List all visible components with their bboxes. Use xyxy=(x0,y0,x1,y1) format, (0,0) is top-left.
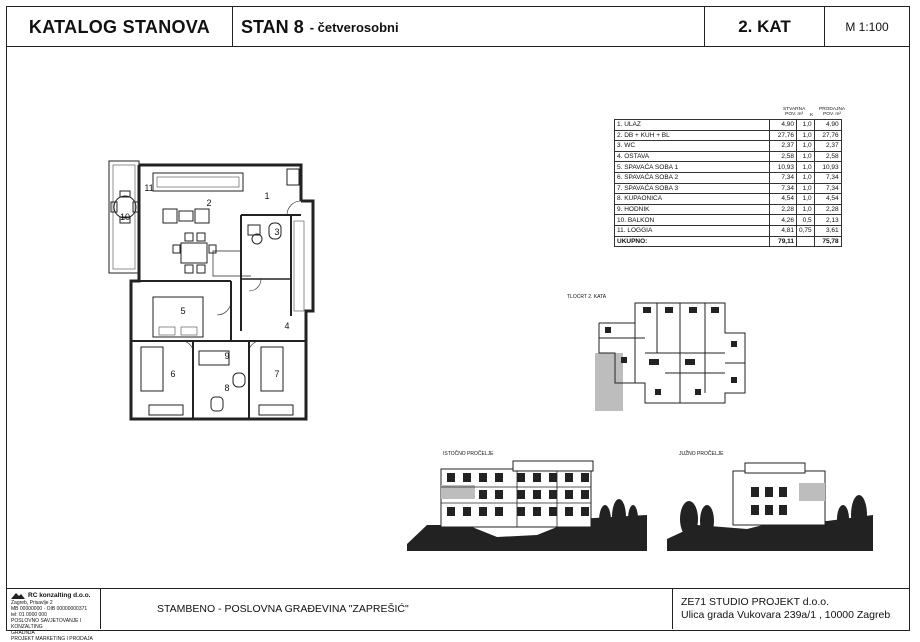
area-total-row xyxy=(615,236,842,247)
coefficient: 0,75 xyxy=(797,225,815,236)
actual-area: 79,11 xyxy=(770,236,797,247)
area-row xyxy=(615,194,842,205)
elevation-window xyxy=(581,507,589,516)
actual-area: 2,37 xyxy=(770,141,797,152)
elevation-window xyxy=(581,473,589,482)
apartment-type: - četverosobni xyxy=(309,19,399,35)
catalog-sheet xyxy=(6,6,910,642)
firm-name: ZE71 STUDIO PROJEKT d.o.o. xyxy=(681,596,830,608)
area-row xyxy=(615,204,842,215)
col-sale-header xyxy=(819,107,845,117)
room-name: 8. KUPAONICA xyxy=(615,194,770,205)
south-elevation-drawing xyxy=(667,459,873,551)
actual-area: 27,76 xyxy=(770,130,797,141)
firm-block xyxy=(673,589,909,629)
sale-area: 27,76 xyxy=(814,130,841,141)
coefficient: 1,0 xyxy=(797,204,815,215)
logo-line: tel: 01 0000 000 xyxy=(11,612,47,618)
south-elevation-label: JUŽNO PROČELJE xyxy=(679,451,724,457)
elevation-window xyxy=(447,473,455,482)
room-number-1: 1 xyxy=(264,191,270,201)
area-row xyxy=(615,225,842,236)
elevation-window xyxy=(495,473,503,482)
room-name: 5. SPAVAĆA SOBA 1 xyxy=(615,162,770,173)
project-name: STAMBENO - POSLOVNA GRAĐEVINA "ZAPREŠIĆ" xyxy=(101,589,673,629)
coefficient: 1,0 xyxy=(797,120,815,131)
actual-area: 2,58 xyxy=(770,151,797,162)
logo-line: MB 00000000 · OIB 00000000371 xyxy=(11,606,88,612)
apartment-title xyxy=(233,7,705,47)
area-row xyxy=(615,130,842,141)
room-number-10: 10 xyxy=(119,212,131,222)
actual-area: 4,54 xyxy=(770,194,797,205)
title-block-header xyxy=(7,7,909,47)
room-name: 1. ULAZ xyxy=(615,120,770,131)
floor-label: 2. KAT xyxy=(705,7,825,47)
actual-area: 4,26 xyxy=(770,215,797,226)
area-table xyxy=(614,119,842,247)
sale-area: 7,34 xyxy=(814,172,841,183)
col-actual-header xyxy=(783,107,805,117)
room-name: 9. HODNIK xyxy=(615,204,770,215)
elevation-window xyxy=(479,490,487,499)
elevation-window xyxy=(495,490,503,499)
sale-area: 2,37 xyxy=(814,141,841,152)
sale-area: 3,61 xyxy=(814,225,841,236)
sale-area: 2,13 xyxy=(814,215,841,226)
area-row xyxy=(615,120,842,131)
elevation-window xyxy=(533,507,541,516)
room-number-3: 3 xyxy=(274,227,280,237)
col-coef-header: K xyxy=(810,113,814,118)
firm-address: Ulica grada Vukovara 239a/1 , 10000 Zagreb xyxy=(681,609,891,621)
actual-area: 4,81 xyxy=(770,225,797,236)
floor-plan-label: TLOCRT 2. KATA xyxy=(567,294,607,300)
room-name: 10. BALKON xyxy=(615,215,770,226)
logo-company-name: RC konzalting d.o.o. xyxy=(28,592,91,599)
area-row xyxy=(615,172,842,183)
building-floor-plan xyxy=(585,293,747,413)
logo-line: PROJEKT MARKETING I PRODAJA xyxy=(11,636,93,642)
elevation-window xyxy=(549,490,557,499)
room-name: UKUPNO: xyxy=(615,236,770,247)
elevation-window xyxy=(479,473,487,482)
area-row xyxy=(615,151,842,162)
room-name: 7. SPAVAĆA SOBA 3 xyxy=(615,183,770,194)
elevation-window xyxy=(533,473,541,482)
catalog-title: KATALOG STANOVA xyxy=(7,7,233,47)
elevation-window xyxy=(549,473,557,482)
room-name: 4. OSTAVA xyxy=(615,151,770,162)
east-elevation-drawing xyxy=(407,459,647,551)
room-number-4: 4 xyxy=(284,321,290,331)
elevation-window xyxy=(447,507,455,516)
logo-line: GRADNJA xyxy=(11,630,35,636)
elevation-window xyxy=(581,490,589,499)
sale-area: 10,93 xyxy=(814,162,841,173)
elevation-window xyxy=(517,490,525,499)
coefficient: 1,0 xyxy=(797,141,815,152)
elevation-window xyxy=(533,490,541,499)
logo-company xyxy=(11,592,96,600)
sale-area: 7,34 xyxy=(814,183,841,194)
logo-block xyxy=(7,589,101,642)
room-number-7: 7 xyxy=(274,369,280,379)
room-name: 11. LOGGIA xyxy=(615,225,770,236)
logo-line: POSLOVNO SAVJETOVANJE I KONZALTING xyxy=(11,618,82,630)
col-actual-line1: STVARNA xyxy=(783,107,806,112)
title-block-footer xyxy=(7,588,909,642)
room-number-5: 5 xyxy=(180,306,186,316)
room-number-2: 2 xyxy=(206,198,212,208)
col-sale-line2: POV. m² xyxy=(823,112,842,117)
actual-area: 2,28 xyxy=(770,204,797,215)
area-row xyxy=(615,141,842,152)
elevation-window xyxy=(463,507,471,516)
apartment-label: STAN xyxy=(241,16,289,37)
actual-area: 7,34 xyxy=(770,172,797,183)
room-number-8: 8 xyxy=(224,383,230,393)
room-name: 6. SPAVAĆA SOBA 2 xyxy=(615,172,770,183)
elevation-window xyxy=(463,473,471,482)
col-sale-line1: PRODAJNA xyxy=(819,107,846,112)
room-number-6: 6 xyxy=(170,369,176,379)
actual-area: 7,34 xyxy=(770,183,797,194)
coefficient: 1,0 xyxy=(797,162,815,173)
elevation-window xyxy=(495,507,503,516)
elevation-window xyxy=(549,507,557,516)
apartment-number: 8 xyxy=(293,16,304,37)
scale-label: M 1:100 xyxy=(845,20,889,34)
logo-line: Zagreb, Prisavlje 2 xyxy=(11,600,53,606)
area-row xyxy=(615,162,842,173)
actual-area: 4,90 xyxy=(770,120,797,131)
room-name: 3. WC xyxy=(615,141,770,152)
elevation-window xyxy=(517,507,525,516)
area-row xyxy=(615,215,842,226)
coefficient xyxy=(797,236,815,247)
coefficient: 1,0 xyxy=(797,151,815,162)
coefficient: 1,0 xyxy=(797,183,815,194)
sale-area: 4,90 xyxy=(814,120,841,131)
room-number-9: 9 xyxy=(224,351,230,361)
area-row xyxy=(615,183,842,194)
sale-area: 75,78 xyxy=(814,236,841,247)
coefficient: 1,0 xyxy=(797,172,815,183)
sale-area: 2,28 xyxy=(814,204,841,215)
apartment-floor-plan xyxy=(101,151,331,421)
sale-area: 4,54 xyxy=(814,194,841,205)
coefficient: 0,5 xyxy=(797,215,815,226)
elevation-window xyxy=(565,507,573,516)
sale-area: 2,58 xyxy=(814,151,841,162)
room-name: 2. DB + KUH + BL xyxy=(615,130,770,141)
elevation-window xyxy=(517,473,525,482)
elevation-window xyxy=(565,473,573,482)
east-elevation-label: ISTOČNO PROČELJE xyxy=(443,451,494,457)
col-actual-line2: POV. m² xyxy=(785,112,804,117)
actual-area: 10,93 xyxy=(770,162,797,173)
elevation-window xyxy=(565,490,573,499)
coefficient: 1,0 xyxy=(797,194,815,205)
logo-icon xyxy=(11,592,25,600)
room-number-11: 11 xyxy=(144,183,154,193)
elevation-window xyxy=(479,507,487,516)
coefficient: 1,0 xyxy=(797,130,815,141)
